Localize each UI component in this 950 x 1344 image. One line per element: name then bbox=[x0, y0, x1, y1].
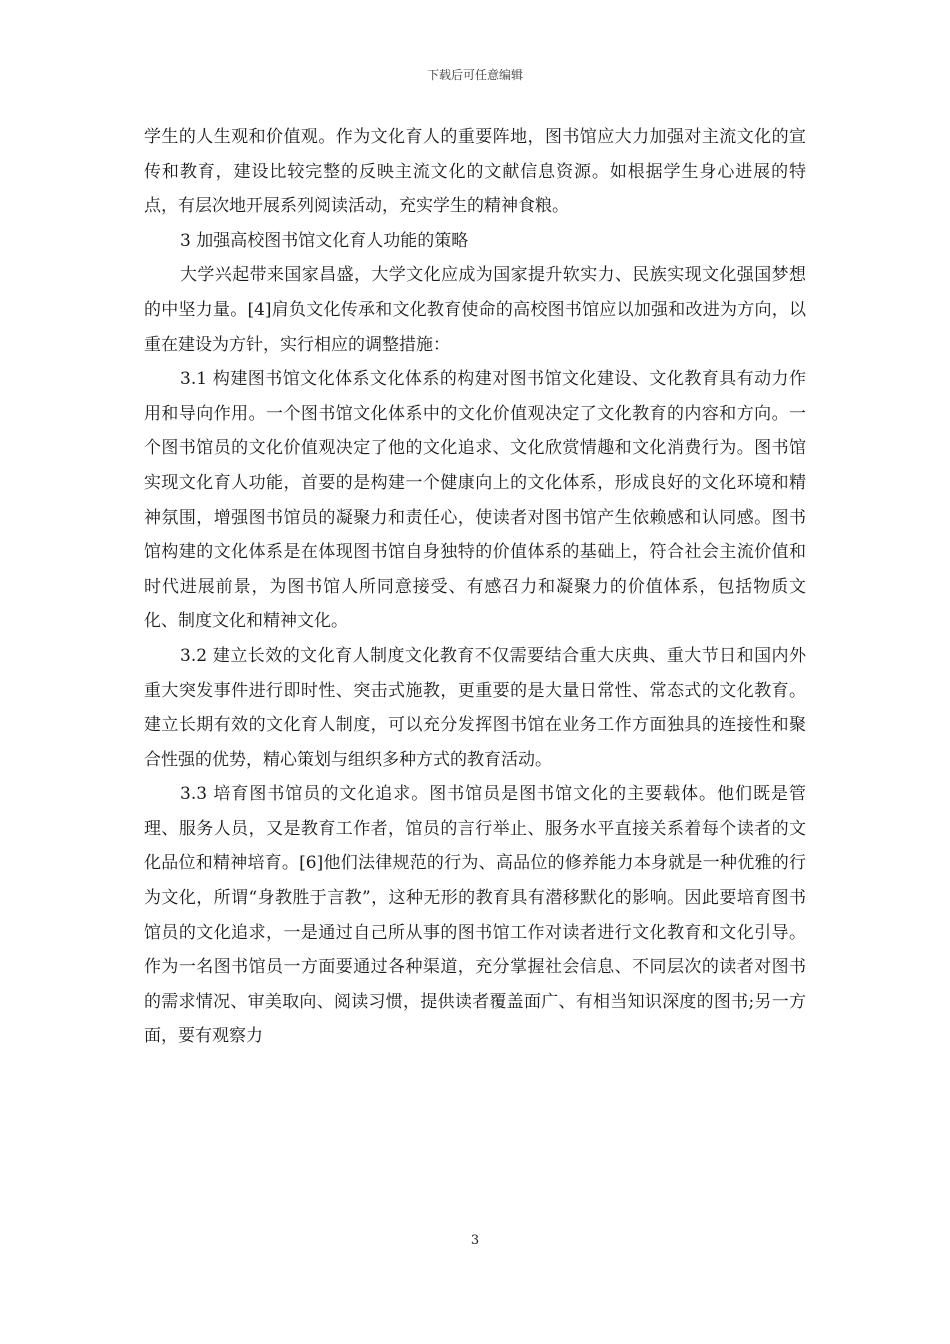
section-heading-3: 3 加强高校图书馆文化育人功能的策略 bbox=[180, 230, 469, 251]
paragraph-intro: 大学兴起带来国家昌盛，大学文化应成为国家提升软实力、民族实现文化强国梦想的中坚力量。[4]肩负文化传承和文化教育使命的高校图书馆应以加强和改进为方向，以重在建设为方针，实行相应的调整措施： bbox=[144, 265, 806, 355]
paragraph-3-1: 3.1 构建图书馆文化体系文化体系的构建对图书馆文化建设、文化教育具有动力作用和导向作用。一个图书馆文化体系中的文化价值观决定了文化教育的内容和方向。一个图书馆员的文化价值观决定了他的文化追求、文化欣赏情趣和文化消费行为。图书馆实现文化育人功能，首要的是构建一个健康向上的文化体系，形成良好的文化环境和精神氛围，增强图书馆员的凝聚力和责任心，使读者对图书馆产生依赖感和认同感。图书馆构建的文化体系是在体现图书馆自身独特的价值体系的基础上，符合社会主流价值和时代进展前景，为图书馆人所同意接受、有感召力和凝聚力的价值体系，包括物质文化、制度文化和精神文化。 bbox=[144, 369, 806, 632]
paragraph-3-2: 3.2 建立长效的文化育人制度文化教育不仅需要结合重大庆典、重大节日和国内外重大突发事件进行即时性、突击式施教，更重要的是大量日常性、常态式的文化教育。建立长期有效的文化育人制度，可以充分发挥图书馆在业务工作方面独具的连接性和聚合性强的优势，精心策划与组织多种方式的教育活动。 bbox=[144, 645, 806, 770]
paragraph-3-3: 3.3 培育图书馆员的文化追求。图书馆员是图书馆文化的主要载体。他们既是管理、服务人员，又是教育工作者，馆员的言行举止、服务水平直接关系着每个读者的文化品位和精神培育。[6]他们法律规范的行为、高品位的修养能力本身就是一种优雅的行为文化，所谓“身教胜于言教”，这种无形的教育具有潜移默化的影响。因此要培育图书馆员的文化追求，一是通过自己所从事的图书馆工作对读者进行文化教育和文化引导。作为一名图书馆员一方面要通过各种渠道，充分掌握社会信息、不同层次的读者对图书的需求情况、审美取向、阅读习惯，提供读者覆盖面广、有相当知识深度的图书;另一方面，要有观察力 bbox=[144, 784, 806, 1047]
page-header: 下载后可任意编辑 bbox=[426, 68, 523, 82]
paragraph-continuation: 学生的人生观和价值观。作为文化育人的重要阵地，图书馆应大力加强对主流文化的宣传和教育，建设比较完整的反映主流文化的文献信息资源。如根据学生身心进展的特点，有层次地开展系列阅读活动，充实学生的精神食粮。 bbox=[144, 127, 806, 217]
page-number: 3 bbox=[470, 1233, 480, 1248]
document-body bbox=[144, 120, 806, 1054]
